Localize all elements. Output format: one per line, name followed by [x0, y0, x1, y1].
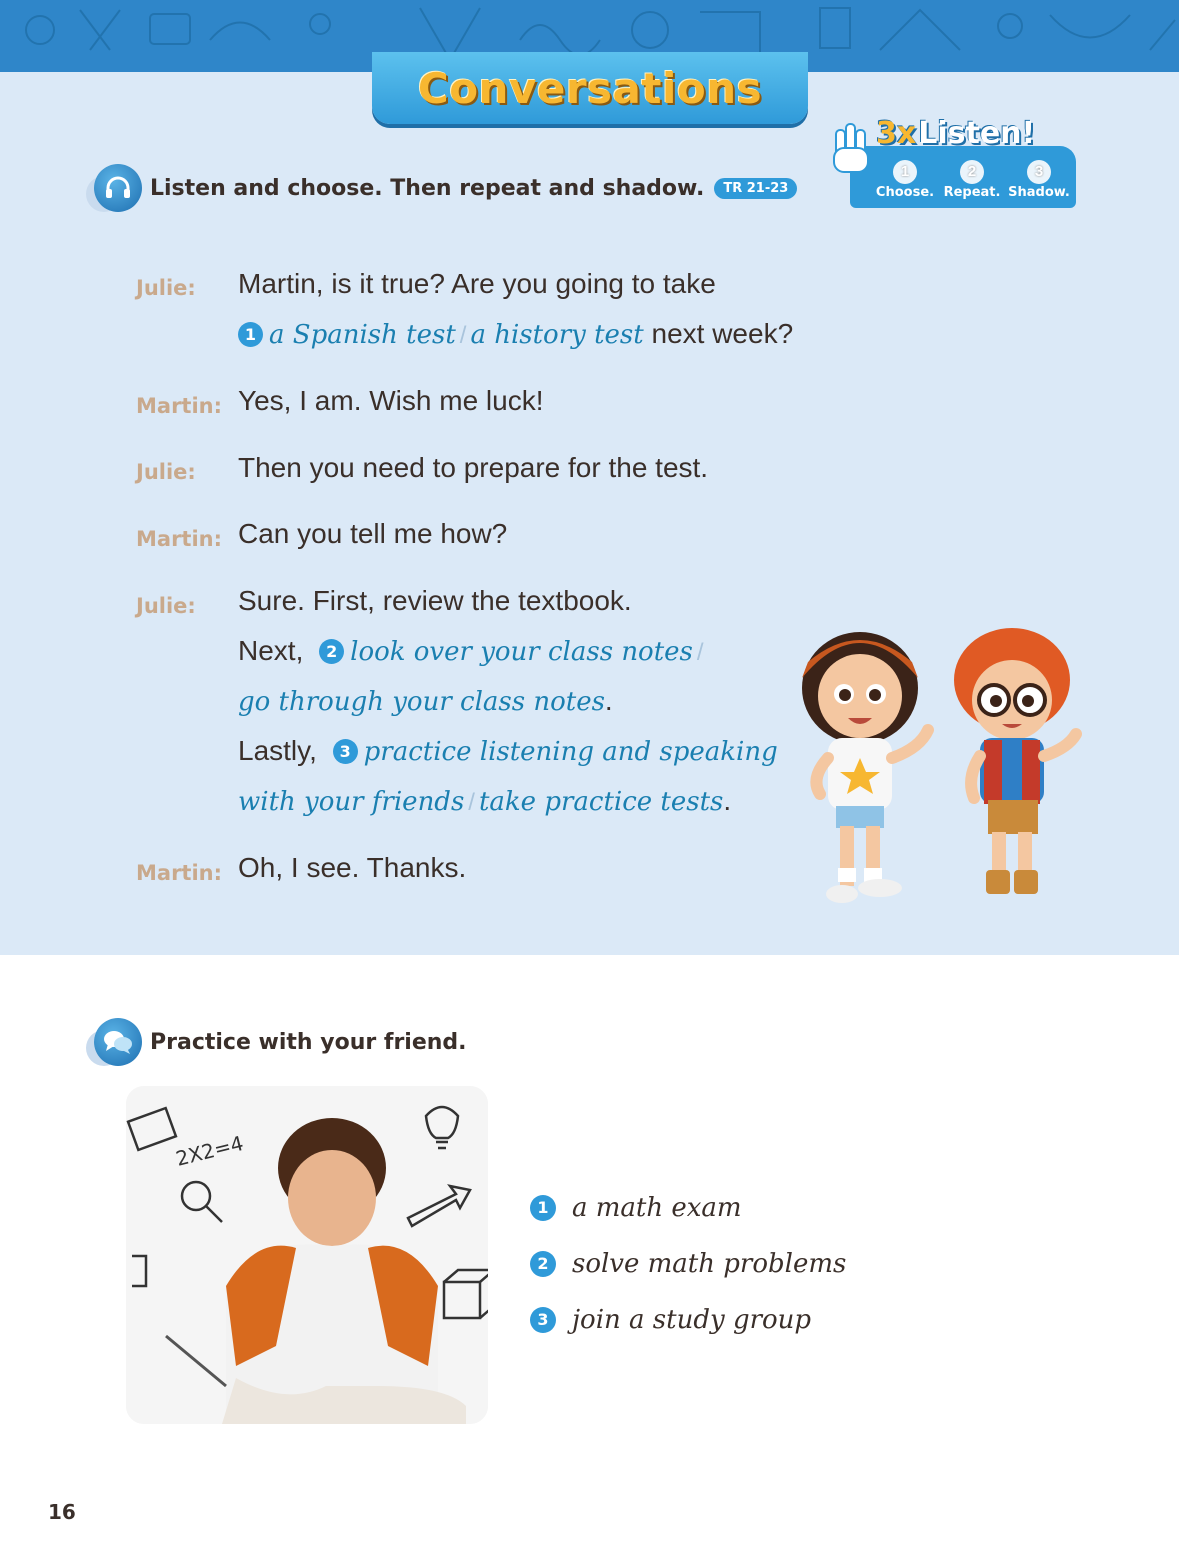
line-lead: Lastly, [238, 735, 317, 766]
listen-title-text: Listen! [918, 116, 1036, 151]
listen-prefix: 3x [876, 116, 917, 151]
speaker-label: Martin: [136, 527, 223, 551]
page-title: Conversations [417, 63, 763, 113]
dialog-line: Oh, I see. Thanks. [238, 852, 467, 883]
practice-heading [94, 1018, 467, 1066]
dialog-line-options [238, 685, 613, 717]
option-a: look over your class notes [350, 637, 693, 667]
item-text: join a study group [572, 1305, 812, 1335]
three-fingers-icon [830, 120, 874, 176]
option-b: a history test [470, 320, 644, 350]
step-number: 2 [960, 160, 984, 184]
step-label: Choose. [875, 185, 935, 200]
choice-number-badge: 2 [319, 639, 344, 664]
choice-number-badge: 1 [238, 322, 263, 347]
girl-character [802, 632, 928, 903]
practice-item [530, 1236, 846, 1292]
option-separator: / [468, 789, 475, 816]
listen-title [876, 116, 1035, 151]
item-number-badge: 1 [530, 1195, 556, 1221]
line-lead: Next, [238, 635, 304, 666]
speaker-label: Martin: [136, 394, 223, 418]
studying-boy-photo [126, 1086, 488, 1424]
speaker-label: Julie: [136, 460, 196, 484]
boy-character [954, 628, 1076, 894]
dialog-line: Martin, is it true? Are you going to take [238, 268, 716, 299]
track-badge: TR 21-23 [714, 178, 797, 199]
dialog-line-options [238, 785, 731, 817]
step-number: 3 [1027, 160, 1051, 184]
practice-item [530, 1180, 846, 1236]
item-text: solve math problems [572, 1249, 847, 1279]
speech-bubbles-icon [94, 1018, 142, 1066]
line-tail: . [604, 685, 613, 716]
line-tail: next week? [643, 318, 794, 349]
item-text: a math exam [572, 1193, 742, 1223]
practice-instruction: Practice with your friend. [150, 1029, 467, 1055]
practice-options-list [530, 1180, 846, 1348]
speaker-label: Julie: [136, 594, 196, 618]
step-label: Shadow. [1008, 185, 1070, 200]
item-number-badge: 3 [530, 1307, 556, 1333]
listen-heading [94, 164, 797, 212]
option-a: with your friends [238, 787, 465, 817]
characters-illustration [780, 618, 1090, 928]
page-title-tab [372, 52, 808, 124]
option-a: practice listening and speaking [363, 737, 778, 767]
listen-step [1004, 160, 1074, 200]
page-number: 16 [48, 1500, 76, 1524]
speaker-label: Julie: [136, 276, 196, 300]
listen-step [870, 160, 940, 200]
dialog-line-options [238, 318, 793, 350]
step-label: Repeat. [943, 185, 1001, 200]
option-separator: / [696, 639, 704, 666]
line-tail: . [723, 785, 732, 816]
option-b: go through your class notes [238, 687, 605, 717]
option-b: take practice tests [478, 787, 724, 817]
dialog-line: Then you need to prepare for the test. [238, 452, 709, 483]
choice-number-badge: 3 [333, 739, 358, 764]
dialog-line: Can you tell me how? [238, 518, 508, 549]
dialog-line-options [238, 735, 778, 767]
listen-3x-box [830, 116, 1076, 210]
speaker-label: Martin: [136, 861, 223, 885]
photo-equation-text: 2X2=4 [173, 1130, 246, 1171]
practice-item [530, 1292, 846, 1348]
headphones-icon [94, 164, 142, 212]
listen-step [937, 160, 1007, 200]
item-number-badge: 2 [530, 1251, 556, 1277]
option-separator: / [459, 322, 467, 349]
step-number: 1 [893, 160, 917, 184]
option-a: a Spanish test [269, 320, 456, 350]
dialog-line: Sure. First, review the textbook. [238, 585, 632, 616]
listen-instruction: Listen and choose. Then repeat and shadow. [150, 175, 705, 201]
dialog-line-options [238, 635, 708, 667]
dialog-line: Yes, I am. Wish me luck! [238, 385, 544, 416]
